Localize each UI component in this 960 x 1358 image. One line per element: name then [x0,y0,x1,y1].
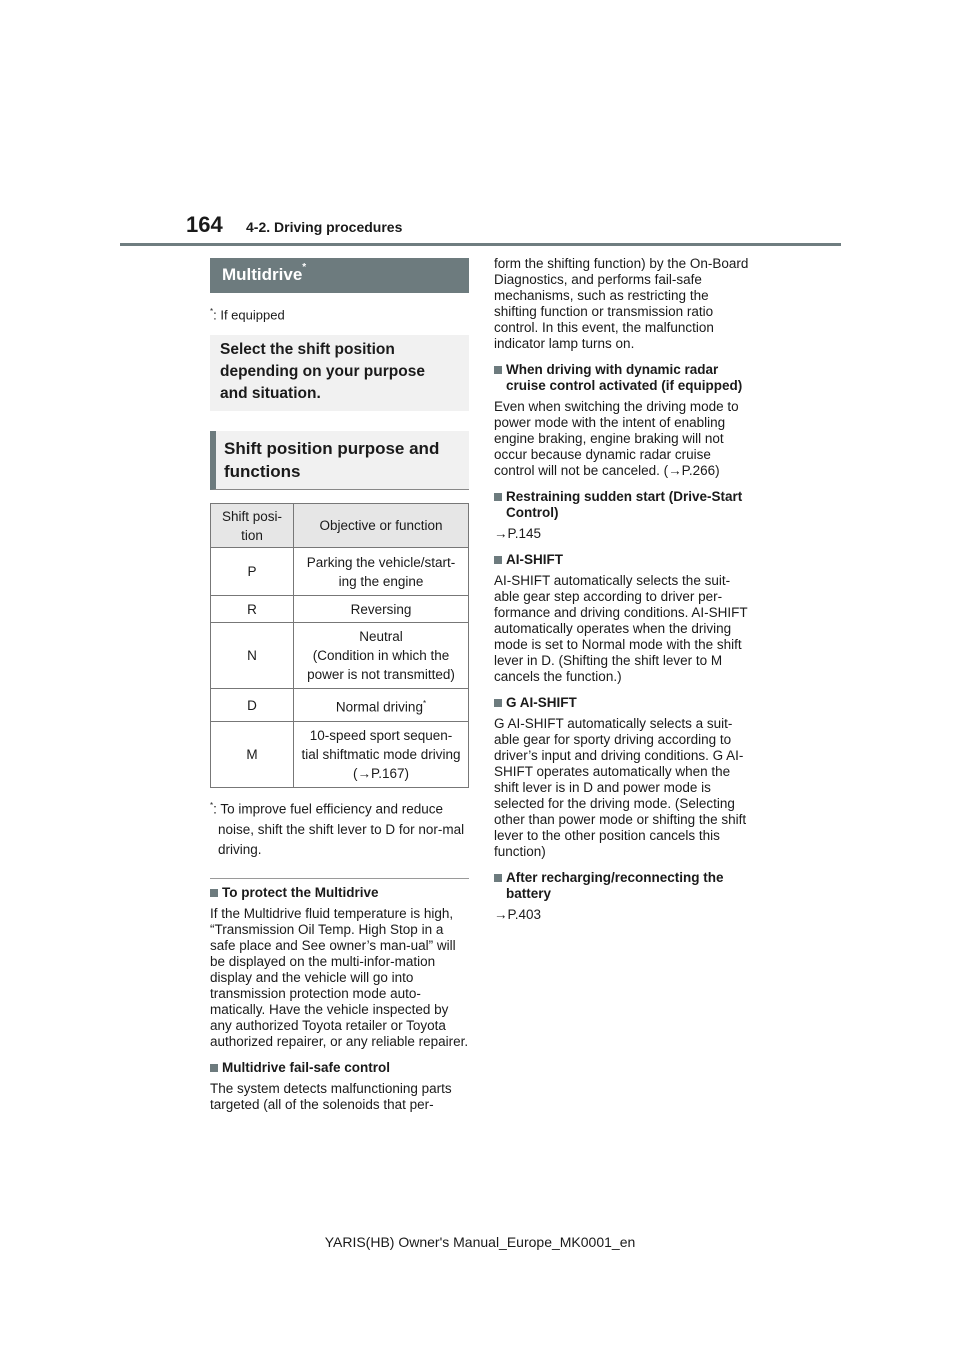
item-heading-text: Multidrive fail-safe control [222,1059,391,1075]
equipped-footnote [210,307,469,322]
item-body: AI-SHIFT automatically selects the suit-able gear step according to driver per-formance and driving conditions. AI-SHIFT automatically operates when the driving mode is set to Normal mode with the shift lever in D. (Shifting the shift lever to M cancels the function.) [494,573,748,684]
banner-title: Multidrive [222,265,303,284]
subhead-line: Shift position purpose and [224,439,440,459]
shift-position: R [211,596,294,623]
function-marker: * [422,699,427,709]
multidrive-banner [210,258,469,293]
table-row [211,596,469,623]
item-body: The system detects malfunctioning parts targeted (all of the solenoids that per- [210,1080,452,1112]
page-number: 164 [186,212,223,237]
item-heading [210,1060,469,1076]
continued-paragraph: form the shifting function) by the On-Board Diagnostics, and performs fail-safe mechanisms, such as restricting the shifting function or transmission ratio control. In this event, the malfunction indicator lamp turns on. [494,256,749,351]
item-body: →P.403 [494,907,542,922]
footer-manual-id: YARIS(HB) Owner's Manual_Europe_MK0001_en [324,1234,636,1250]
header-rule [120,243,841,246]
square-bullet-icon [494,493,502,501]
header-shift-position: Shift posi- tion [211,504,294,548]
item-heading [210,885,469,901]
banner-marker: * [302,262,307,273]
shift-function [294,623,469,689]
function-line: Parking the vehicle/start- [306,554,456,570]
footnote-text: : If equipped [213,307,285,323]
table-row [211,722,469,788]
function-line: Normal driving [335,699,423,715]
item-body: →P.145 [494,526,542,541]
shift-position: M [211,722,294,788]
subhead-line: functions [224,462,301,482]
footnote-marker: * [210,307,214,316]
shift-function [294,689,469,722]
square-bullet-icon [494,366,502,374]
table-row [211,623,469,689]
shift-function [294,596,469,623]
left-column [210,258,469,1113]
function-line: Reversing [350,601,412,617]
function-line: power is not transmitted) [307,667,455,683]
item-heading-text: To protect the Multidrive [222,884,379,900]
function-line: 10-speed sport sequen- [309,728,453,744]
item-heading [494,362,754,394]
table-note-text: : To improve fuel efficiency and reduce noise, shift the shift lever to D for nor-mal driving. [213,801,465,857]
shift-function [294,722,469,788]
square-bullet-icon [494,556,502,564]
section-divider [210,878,469,879]
box-line: depending on your purpose [220,363,425,381]
table-note-marker: * [210,801,214,811]
item-body: G AI-SHIFT automatically selects a suit-able gear for sporty driving according to driver’s input and driving conditions. G AI-SHIFT operates automatically when the shift lever is in D and power mode is selected for the driving mode. (Selecting other than power mode or shifting the shift lever to the other position cancels this function) [494,716,747,859]
box-line: and situation. [220,385,321,403]
item-heading [494,695,754,711]
function-line: (→P.167) [352,766,410,782]
item-heading-text: G AI-SHIFT [506,695,577,710]
shift-position-table [210,503,469,788]
table-header-row [211,504,469,548]
item-heading-text: When driving with dynamic radar cruise control activated (if equipped) [506,362,743,393]
function-line: Neutral [359,629,403,645]
item-heading-text: AI-SHIFT [506,552,563,567]
shift-function [294,548,469,596]
shift-position: N [211,623,294,689]
table-row [211,689,469,722]
square-bullet-icon [210,1064,218,1072]
function-line: (Condition in which the [312,648,450,664]
header-objective: Objective or function [294,504,469,548]
section-title: 4-2. Driving procedures [246,219,403,235]
table-row [211,548,469,596]
item-body: Even when switching the driving mode to power mode with the intent of enabling engine braking, engine braking will not occur because dynamic radar cruise control will not be canceled. (→P.266) [494,399,739,478]
item-body: If the Multidrive fluid temperature is high, “Transmission Oil Temp. High Stop in a safe place and See owner’s man-ual” will be displayed on the multi-infor-mation display and the vehicle will go into transmission protection mode auto-matically. Have the vehicle inspected by any authorized Toyota retailer or Toyota authorized repairer, or any reliable repairer. [210,905,469,1049]
item-heading-text: After recharging/reconnecting the battery [506,870,724,901]
item-heading [494,552,754,568]
shift-position: D [211,689,294,722]
square-bullet-icon [494,874,502,882]
shift-position: P [211,548,294,596]
square-bullet-icon [494,699,502,707]
function-line: ing the engine [338,573,424,589]
function-line: tial shiftmatic mode driving [301,747,461,763]
table-note [210,796,469,860]
item-heading [494,489,754,521]
instruction-box [210,335,469,411]
shift-purpose-subhead [210,431,469,490]
box-line: Select the shift position [220,341,395,359]
item-heading-text: Restraining sudden start (Drive-Start Control) [506,489,743,520]
square-bullet-icon [210,889,218,897]
right-column [494,256,754,923]
item-heading [494,870,754,902]
